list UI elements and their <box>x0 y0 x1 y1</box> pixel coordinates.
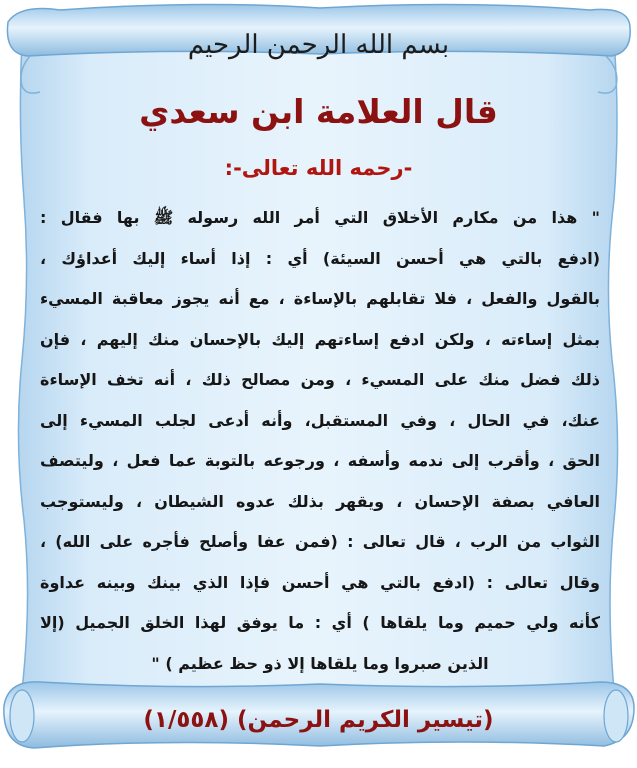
quote-line: وقال تعالى : (ادفع بالتي هي أحسن فإذا الذي بينك وبينه عداوة <box>40 572 600 592</box>
quote-line: بمثل إساءته ، ولكن ادفع إساءتهم إليك بالإحسان منك إليهم ، فإن <box>40 329 600 349</box>
quote-line: الثواب من الرب ، قال تعالى : (فمن عفا وأصلح فأجره على الله) ، <box>40 532 600 551</box>
quote-body <box>40 198 600 684</box>
quote-line: (ادفع بالتي هي أحسن السيئة) أي : إذا أساء إليك أعداؤك ، <box>40 248 600 268</box>
basmala-calligraphy: بسم الله الرحمن الرحيم <box>187 30 450 60</box>
quote-line: بالقول والفعل ، فلا تقابلهم بالإساءة ، مع أنه يجوز معاقبة المسيء <box>40 289 600 308</box>
quote-line: الحق ، وأقرب إلى ندمه وأسفه ، ورجوعه بالتوبة عما فعل ، وليتصف <box>40 451 600 470</box>
quote-line: الذين صبروا وما يلقاها إلا ذو حظ عظيم ) " <box>151 653 489 673</box>
page-title: قال العلامة ابن سعدي <box>139 92 498 131</box>
quote-line: كأنه ولي حميم وما يلقاها ) أي : ما يوفق لهذا الخلق الجميل (إلا <box>40 613 600 632</box>
quote-line: ذلك فضل منك على المسيء ، ومن مصالح ذلك ، أنه تخف الإساءة <box>40 370 600 389</box>
quote-line: " هذا من مكارم الأخلاق التي أمر الله رسوله ﷺ بها فقال : <box>40 208 600 227</box>
page-subtitle: -رحمه الله تعالى-: <box>224 156 413 180</box>
quote-line: عنك، في الحال ، وفي المستقبل، وأنه أدعى لجلب المسيء إلى <box>40 410 600 430</box>
quote-line: العافي بصفة الإحسان ، ويقهر بذلك عدوه الشيطان ، وليستوجب <box>40 491 600 511</box>
source-citation: (تيسير الكريم الرحمن) (١/٥٥٨) <box>143 707 494 733</box>
